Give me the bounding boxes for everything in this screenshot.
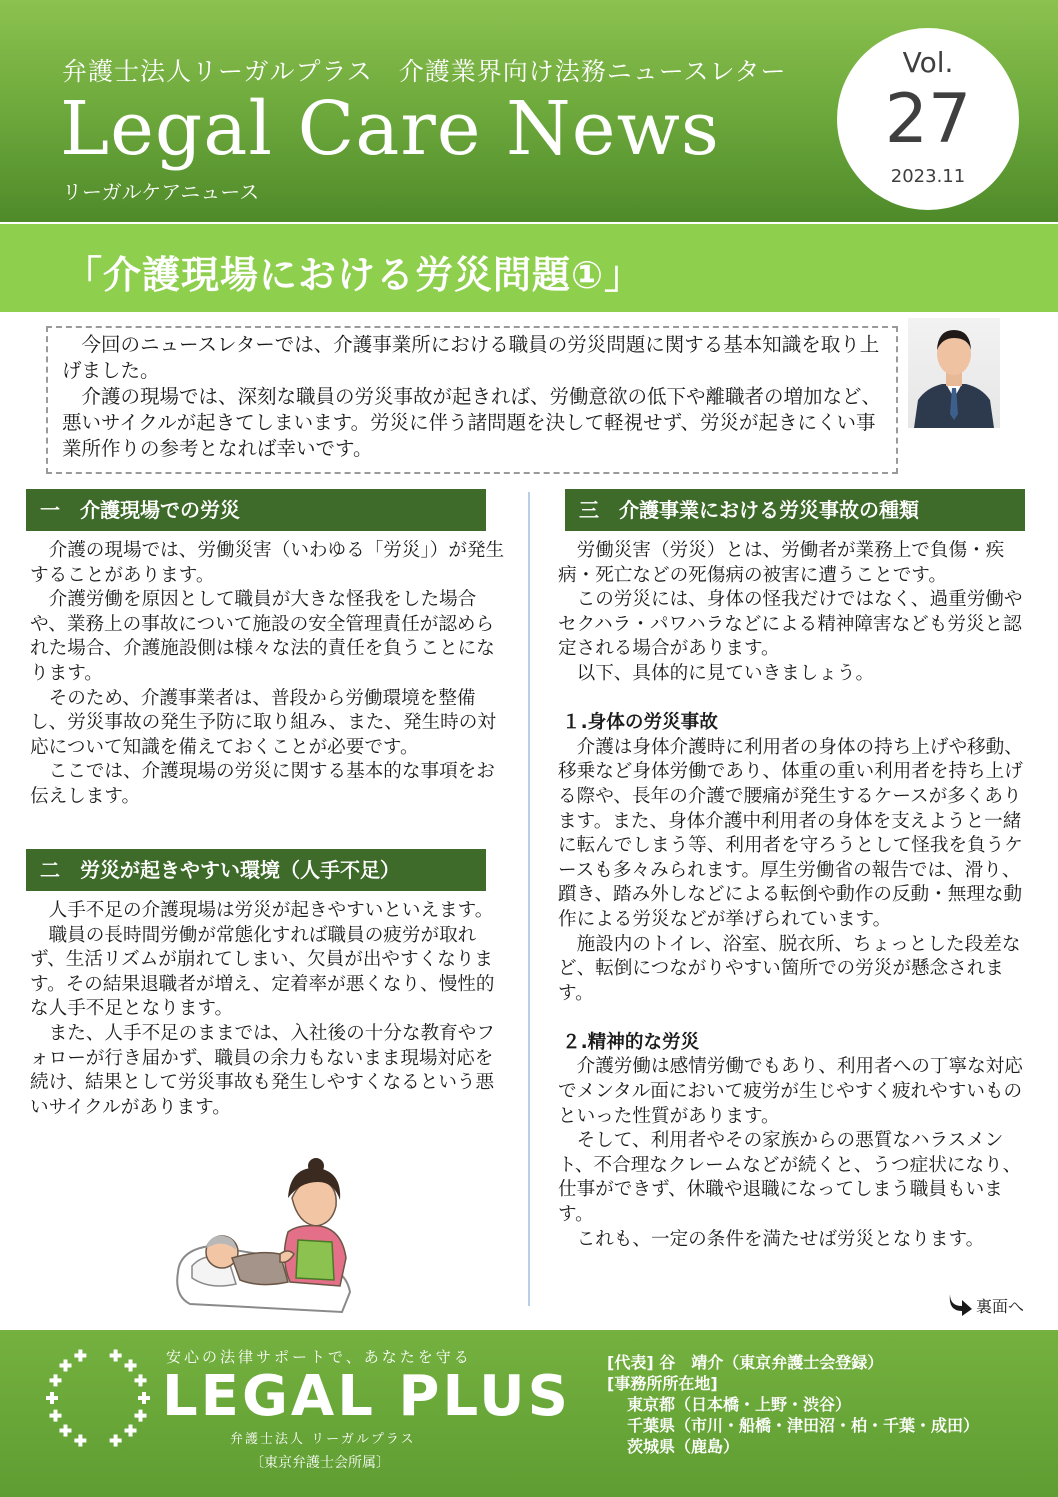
intro-box — [46, 326, 898, 474]
plus-mark — [59, 1425, 71, 1437]
plus-mark — [110, 1434, 122, 1446]
paragraph: 介護は身体介護時に利用者の身体の持ち上げや移動、移乗など身体労働であり、体重の重い利用者を持ち上げる際や、長年の介護で腰痛が発生するケースが多くあります。また、身体介護中利用者の身体を支えようと一緒に転んでしまう等、利用者を守ろうとして怪我を負うケースも多々みられます。厚生労働省の報告では、滑り、躓き、踏み外しなどによる転倒や動作の反動・無理な動作による労災などが挙げられています。 — [558, 736, 1023, 930]
paragraph: 介護労働を原因として職員が大きな怪我をした場合や、業務上の事故について施設の安全管理責任が認められた場合、介護施設側は様々な法的責任を負うことになります。 — [30, 589, 495, 684]
section-body-2 — [30, 899, 510, 1120]
footer-banner — [0, 1330, 1058, 1497]
volume-label: Vol. — [902, 46, 954, 79]
plus-mark — [59, 1359, 71, 1371]
volume-number: 27 — [884, 80, 972, 159]
section-body-3 — [558, 539, 1036, 1252]
plus-mark — [74, 1434, 86, 1446]
paragraph: 以下、具体的に見ていきましょう。 — [576, 662, 875, 684]
header-banner — [0, 0, 1058, 222]
firm-logo-text: LEGAL PLUS — [162, 1364, 571, 1429]
paragraph: そして、利用者やその家族からの悪質なハラスメント、不合理なクレームなどが続くと、うつ症状になり、仕事ができず、休職や退職になってしまう職員もいます。 — [558, 1130, 1022, 1226]
office-location: 茨城県（鹿島） — [627, 1437, 740, 1456]
newsletter-brand: Legal Care News — [60, 86, 720, 172]
column-divider — [528, 492, 530, 1306]
plus-mark — [125, 1425, 137, 1437]
paragraph: そのため、介護事業者は、普段から労働環境を整備し、労災事故の発生予防に取り組み、また、発生時の対応について知識を備えておくことが必要です。 — [30, 687, 496, 758]
caregiver-illustration — [170, 1154, 360, 1324]
paragraph: ここでは、介護現場の労災に関する基本的な事項をお伝えします。 — [30, 761, 495, 807]
paragraph: 施設内のトイレ、浴室、脱衣所、ちょっとした段差など、転倒につながりやすい箇所での労災が懸念されます。 — [558, 933, 1021, 1004]
section-heading-1: 一 介護現場での労災 — [26, 489, 486, 531]
subsection-heading-mental: ２.精神的な労災 — [562, 1031, 700, 1053]
newsletter-subtitle: 弁護士法人リーガルプラス 介護業界向け法務ニュースレター — [62, 57, 787, 86]
office-location: 東京都（日本橋・上野・渋谷） — [627, 1395, 852, 1414]
paragraph: この労災には、身体の怪我だけではなく、過重労働やセクハラ・パワハラなどによる精神障害なども労災と認定される場合があります。 — [558, 589, 1023, 660]
newsletter-brand-kana: リーガルケアニュース — [62, 180, 260, 204]
plus-mark — [110, 1350, 122, 1362]
paragraph: これも、一定の条件を満たせば労災となります。 — [576, 1228, 985, 1250]
plus-mark — [46, 1392, 58, 1404]
plus-mark — [74, 1350, 86, 1362]
paragraph: 人手不足の介護現場は労災が起きやすいといえます。 — [48, 900, 494, 921]
intro-paragraph: 今回のニュースレターでは、介護事業所における職員の労災問題に関する基本知識を取り上げました。 — [62, 333, 880, 382]
curved-arrow-icon — [946, 1290, 976, 1320]
firm-slogan: 安心の法律サポートで、あなたを守る — [166, 1348, 472, 1366]
plus-mark — [134, 1410, 146, 1422]
firm-name-kana: 弁護士法人 リーガルプラス — [230, 1432, 416, 1447]
back-page-pointer — [946, 1290, 1024, 1320]
plus-mark — [50, 1410, 62, 1422]
back-page-label: 裏面へ — [976, 1296, 1025, 1316]
subsection-heading-physical: １.身体の労災事故 — [562, 712, 718, 734]
plus-mark — [134, 1374, 146, 1386]
volume-badge — [837, 28, 1019, 210]
plus-mark — [50, 1374, 62, 1386]
page-title: 「介護現場における労災問題①」 — [64, 253, 644, 297]
lawyer-portrait-image — [908, 318, 1000, 428]
plus-mark — [125, 1359, 137, 1371]
plus-mark — [138, 1392, 150, 1404]
paragraph: また、人手不足のままでは、入社後の十分な教育やフォローが行き届かず、職員の余力もないまま現場対応を続け、結果として労災事故も発生しやすくなるという悪いサイクルがあります。 — [30, 1022, 495, 1118]
office-location: 千葉県（市川・船橋・津田沼・柏・千葉・成田） — [627, 1416, 980, 1435]
representative: [代表] 谷 靖介（東京弁護士会登録） — [607, 1353, 884, 1372]
section-heading-3: 三 介護事業における労災事故の種類 — [565, 489, 1025, 531]
plus-wreath-logo-icon — [40, 1340, 156, 1456]
offices-label: [事務所所在地] — [607, 1374, 718, 1393]
firm-info — [607, 1352, 979, 1457]
section-body-1 — [30, 539, 510, 810]
title-band — [0, 224, 1058, 312]
paragraph: 労働災害（労災）とは、労働者が業務上で負傷・疾病・死亡などの死傷病の被害に遭うことです。 — [558, 540, 1005, 586]
paragraph: 介護の現場では、労働災害（いわゆる「労災」）が発生することがあります。 — [30, 540, 505, 586]
bar-association: 〔東京弁護士会所属〕 — [250, 1455, 390, 1471]
paragraph: 職員の長時間労働が常態化すれば職員の疲労が取れず、生活リズムが崩れてしまい、欠員が出やすくなります。その結果退職者が増え、定着率が悪くなり、慢性的な人手不足となります。 — [30, 924, 495, 1020]
issue-date: 2023.11 — [890, 166, 966, 187]
paragraph: 介護労働は感情労働でもあり、利用者への丁寧な対応でメンタル面において疲労が生じやすく疲れやすいものといった性質があります。 — [558, 1056, 1023, 1127]
section-heading-2: 二 労災が起きやすい環境（人手不足） — [26, 849, 486, 891]
intro-paragraph: 介護の現場では、深刻な職員の労災事故が起きれば、労働意欲の低下や離職者の増加など、悪いサイクルが起きてしまいます。労災に伴う諸問題を決して軽視せず、労災が起きにくい事業所作りの参考となれば幸いです。 — [62, 385, 882, 460]
